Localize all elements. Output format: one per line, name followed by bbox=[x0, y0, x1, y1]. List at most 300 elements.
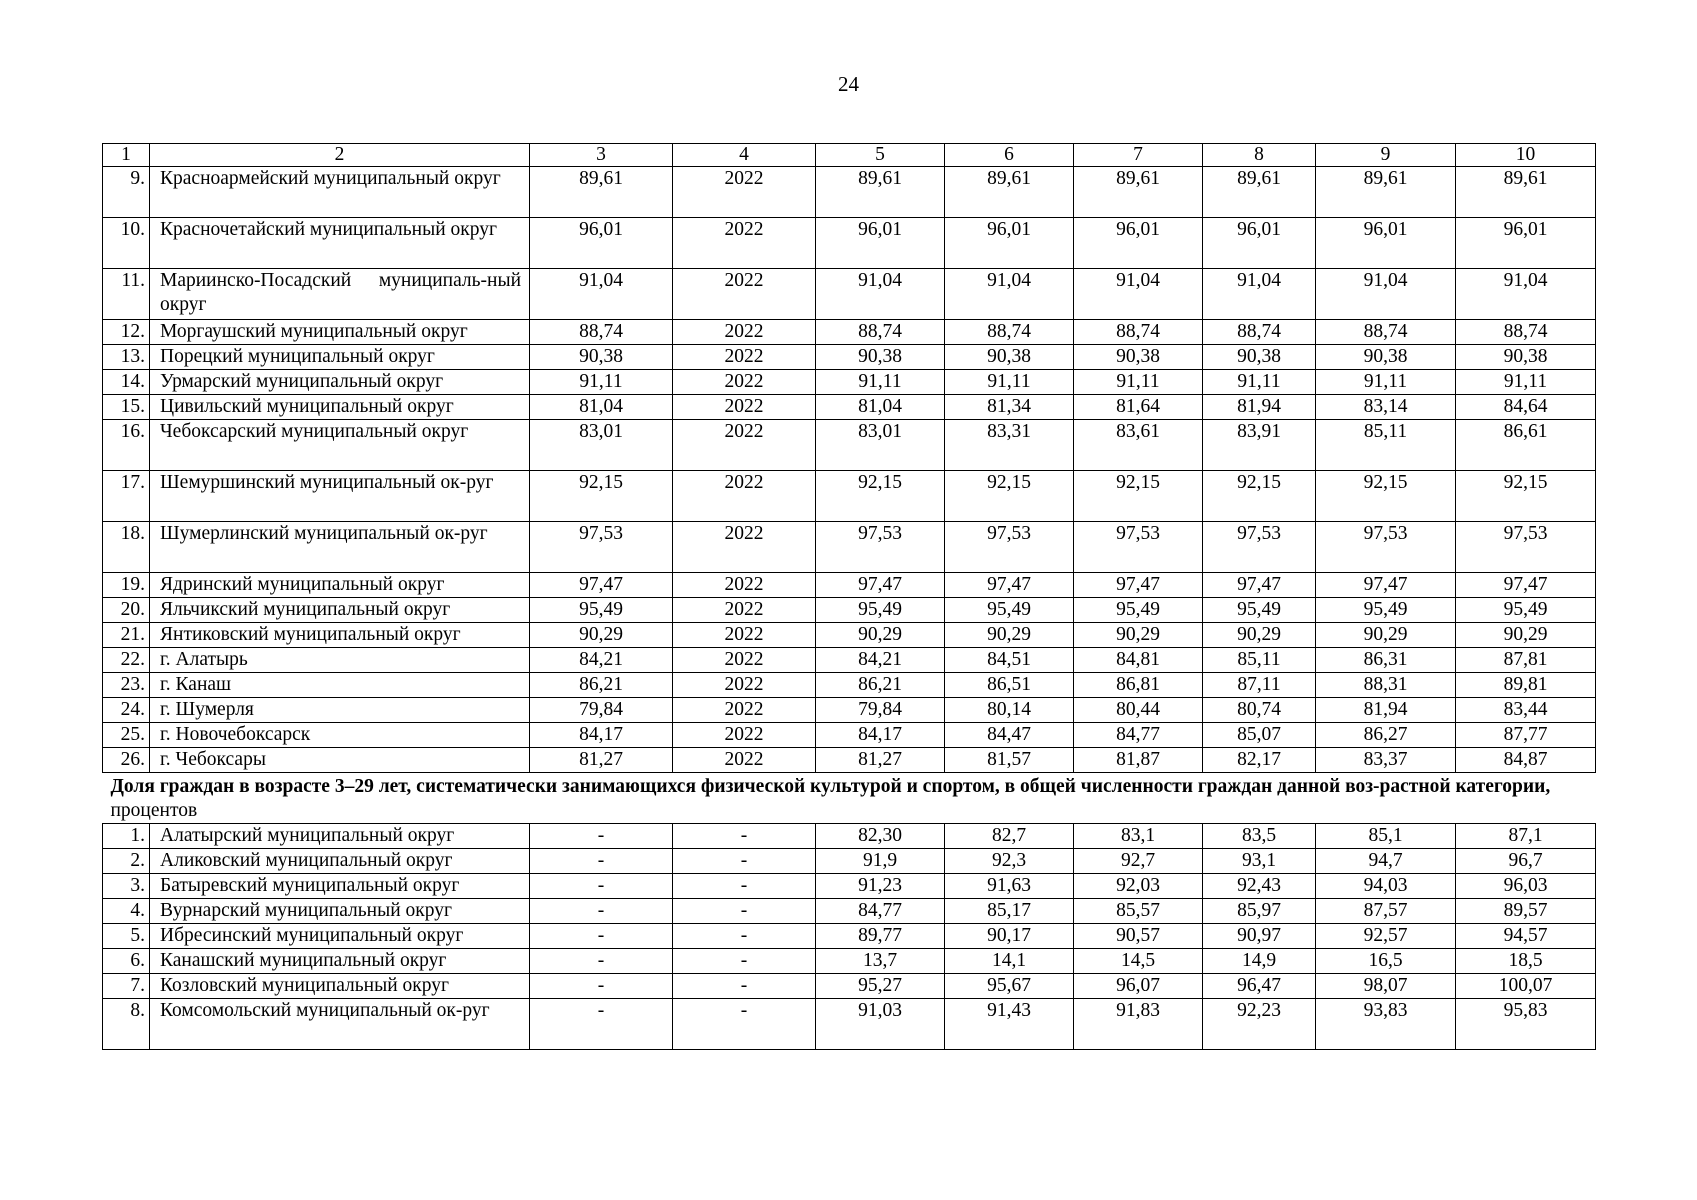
value-cell: 90,38 bbox=[1203, 345, 1316, 370]
row-number: 5. bbox=[103, 924, 150, 949]
row-number: 11. bbox=[103, 269, 150, 320]
value-cell: 2022 bbox=[673, 218, 816, 269]
table-row bbox=[103, 723, 1596, 748]
value-cell: 84,64 bbox=[1456, 395, 1596, 420]
value-cell: - bbox=[673, 824, 816, 849]
value-cell: 88,74 bbox=[1456, 320, 1596, 345]
value-cell: 84,77 bbox=[1074, 723, 1203, 748]
value-cell: - bbox=[530, 999, 673, 1050]
table-row bbox=[103, 218, 1596, 269]
value-cell: 93,1 bbox=[1203, 849, 1316, 874]
value-cell: 83,31 bbox=[945, 420, 1074, 471]
row-number: 22. bbox=[103, 648, 150, 673]
value-cell: 86,51 bbox=[945, 673, 1074, 698]
value-cell: 14,1 bbox=[945, 949, 1074, 974]
value-cell: 91,11 bbox=[945, 370, 1074, 395]
value-cell: 80,44 bbox=[1074, 698, 1203, 723]
value-cell: 92,15 bbox=[530, 471, 673, 522]
value-cell: 81,57 bbox=[945, 748, 1074, 773]
value-cell: 97,53 bbox=[945, 522, 1074, 573]
column-number-header: 8 bbox=[1203, 144, 1316, 167]
value-cell: 91,23 bbox=[816, 874, 945, 899]
value-cell: 2022 bbox=[673, 623, 816, 648]
value-cell: - bbox=[673, 999, 816, 1050]
value-cell: 86,31 bbox=[1316, 648, 1456, 673]
value-cell: 85,11 bbox=[1203, 648, 1316, 673]
table-row bbox=[103, 924, 1596, 949]
value-cell: 95,49 bbox=[1456, 598, 1596, 623]
value-cell: 90,29 bbox=[1316, 623, 1456, 648]
value-cell: 97,53 bbox=[816, 522, 945, 573]
value-cell: 89,61 bbox=[1203, 167, 1316, 218]
page-number: 24 bbox=[838, 72, 859, 96]
value-cell: 83,01 bbox=[816, 420, 945, 471]
value-cell: 14,5 bbox=[1074, 949, 1203, 974]
value-cell: 2022 bbox=[673, 167, 816, 218]
value-cell: 85,07 bbox=[1203, 723, 1316, 748]
value-cell: 83,14 bbox=[1316, 395, 1456, 420]
value-cell: 94,7 bbox=[1316, 849, 1456, 874]
value-cell: 92,15 bbox=[1316, 471, 1456, 522]
value-cell: 2022 bbox=[673, 573, 816, 598]
value-cell: 79,84 bbox=[816, 698, 945, 723]
municipality-name: Аликовский муниципальный округ bbox=[150, 849, 530, 874]
value-cell: 83,61 bbox=[1074, 420, 1203, 471]
value-cell: 89,61 bbox=[945, 167, 1074, 218]
municipality-name: Батыревский муниципальный округ bbox=[150, 874, 530, 899]
value-cell: 85,57 bbox=[1074, 899, 1203, 924]
value-cell: 90,57 bbox=[1074, 924, 1203, 949]
value-cell: 92,43 bbox=[1203, 874, 1316, 899]
value-cell: 2022 bbox=[673, 748, 816, 773]
municipality-name: Мариинско-Посадский муниципаль-ный округ bbox=[150, 269, 530, 320]
value-cell: 84,21 bbox=[816, 648, 945, 673]
row-number: 24. bbox=[103, 698, 150, 723]
value-cell: 91,04 bbox=[1316, 269, 1456, 320]
value-cell: 86,27 bbox=[1316, 723, 1456, 748]
value-cell: 95,83 bbox=[1456, 999, 1596, 1050]
value-cell: 96,01 bbox=[1456, 218, 1596, 269]
value-cell: 92,15 bbox=[816, 471, 945, 522]
table-row bbox=[103, 573, 1596, 598]
header-row bbox=[103, 144, 1596, 167]
table-row bbox=[103, 471, 1596, 522]
value-cell: 91,11 bbox=[1316, 370, 1456, 395]
row-number: 19. bbox=[103, 573, 150, 598]
table-row bbox=[103, 345, 1596, 370]
value-cell: 92,7 bbox=[1074, 849, 1203, 874]
value-cell: 83,01 bbox=[530, 420, 673, 471]
municipality-name: Красноармейский муниципальный округ bbox=[150, 167, 530, 218]
row-number: 8. bbox=[103, 999, 150, 1050]
column-number-header: 7 bbox=[1074, 144, 1203, 167]
value-cell: 90,29 bbox=[530, 623, 673, 648]
value-cell: 83,37 bbox=[1316, 748, 1456, 773]
value-cell: 84,47 bbox=[945, 723, 1074, 748]
value-cell: 90,29 bbox=[945, 623, 1074, 648]
value-cell: 91,83 bbox=[1074, 999, 1203, 1050]
value-cell: 95,27 bbox=[816, 974, 945, 999]
table-row bbox=[103, 874, 1596, 899]
value-cell: 80,14 bbox=[945, 698, 1074, 723]
value-cell: 87,81 bbox=[1456, 648, 1596, 673]
value-cell: 92,3 bbox=[945, 849, 1074, 874]
value-cell: 90,29 bbox=[1456, 623, 1596, 648]
table-row bbox=[103, 999, 1596, 1050]
value-cell: 90,17 bbox=[945, 924, 1074, 949]
value-cell: 2022 bbox=[673, 723, 816, 748]
value-cell: 91,11 bbox=[816, 370, 945, 395]
section-title: Доля граждан в возрасте 3–29 лет, систематически занимающихся физической культурой и спортом, в общей численности граждан данной воз-растной категории, bbox=[110, 776, 1551, 797]
column-number-header: 4 bbox=[673, 144, 816, 167]
municipality-name: Моргаушский муниципальный округ bbox=[150, 320, 530, 345]
value-cell: 87,77 bbox=[1456, 723, 1596, 748]
value-cell: 95,49 bbox=[1203, 598, 1316, 623]
value-cell: 84,81 bbox=[1074, 648, 1203, 673]
value-cell: 18,5 bbox=[1456, 949, 1596, 974]
value-cell: 97,47 bbox=[1074, 573, 1203, 598]
value-cell: 84,77 bbox=[816, 899, 945, 924]
value-cell: 89,61 bbox=[1456, 167, 1596, 218]
value-cell: - bbox=[673, 974, 816, 999]
value-cell: 86,21 bbox=[530, 673, 673, 698]
value-cell: 84,51 bbox=[945, 648, 1074, 673]
value-cell: 88,74 bbox=[1074, 320, 1203, 345]
table-row bbox=[103, 370, 1596, 395]
value-cell: 86,21 bbox=[816, 673, 945, 698]
value-cell: 95,49 bbox=[945, 598, 1074, 623]
row-number: 17. bbox=[103, 471, 150, 522]
table-row bbox=[103, 824, 1596, 849]
value-cell: 88,31 bbox=[1316, 673, 1456, 698]
value-cell: 89,61 bbox=[816, 167, 945, 218]
municipality-name: Урмарский муниципальный округ bbox=[150, 370, 530, 395]
value-cell: 89,81 bbox=[1456, 673, 1596, 698]
value-cell: 81,94 bbox=[1316, 698, 1456, 723]
value-cell: 2022 bbox=[673, 648, 816, 673]
value-cell: 89,61 bbox=[1074, 167, 1203, 218]
value-cell: 96,01 bbox=[530, 218, 673, 269]
value-cell: 91,11 bbox=[1456, 370, 1596, 395]
value-cell: 97,47 bbox=[945, 573, 1074, 598]
value-cell: 96,7 bbox=[1456, 849, 1596, 874]
municipality-name: Красночетайский муниципальный округ bbox=[150, 218, 530, 269]
value-cell: 95,67 bbox=[945, 974, 1074, 999]
municipality-name: Шемуршинский муниципальный ок-руг bbox=[150, 471, 530, 522]
value-cell: 81,64 bbox=[1074, 395, 1203, 420]
value-cell: 96,01 bbox=[816, 218, 945, 269]
municipality-name: Чебоксарский муниципальный округ bbox=[150, 420, 530, 471]
row-number: 7. bbox=[103, 974, 150, 999]
value-cell: 90,38 bbox=[1316, 345, 1456, 370]
value-cell: 79,84 bbox=[530, 698, 673, 723]
value-cell: 2022 bbox=[673, 345, 816, 370]
value-cell: 97,53 bbox=[1316, 522, 1456, 573]
table-row bbox=[103, 698, 1596, 723]
value-cell: 83,1 bbox=[1074, 824, 1203, 849]
row-number: 26. bbox=[103, 748, 150, 773]
value-cell: - bbox=[673, 874, 816, 899]
value-cell: 94,03 bbox=[1316, 874, 1456, 899]
value-cell: 91,11 bbox=[1074, 370, 1203, 395]
value-cell: 98,07 bbox=[1316, 974, 1456, 999]
value-cell: - bbox=[530, 849, 673, 874]
value-cell: - bbox=[673, 924, 816, 949]
table-row bbox=[103, 748, 1596, 773]
value-cell: 97,47 bbox=[1316, 573, 1456, 598]
row-number: 13. bbox=[103, 345, 150, 370]
value-cell: 84,87 bbox=[1456, 748, 1596, 773]
value-cell: 90,29 bbox=[1074, 623, 1203, 648]
value-cell: 96,03 bbox=[1456, 874, 1596, 899]
municipality-name: г. Шумерля bbox=[150, 698, 530, 723]
municipality-name: г. Чебоксары bbox=[150, 748, 530, 773]
table-row bbox=[103, 269, 1596, 320]
value-cell: 2022 bbox=[673, 420, 816, 471]
value-cell: 96,01 bbox=[1316, 218, 1456, 269]
row-number: 12. bbox=[103, 320, 150, 345]
value-cell: 81,04 bbox=[530, 395, 673, 420]
municipality-name: Комсомольский муниципальный ок-руг bbox=[150, 999, 530, 1050]
value-cell: 13,7 bbox=[816, 949, 945, 974]
value-cell: 94,57 bbox=[1456, 924, 1596, 949]
value-cell: 2022 bbox=[673, 395, 816, 420]
value-cell: 90,38 bbox=[530, 345, 673, 370]
value-cell: 88,74 bbox=[1316, 320, 1456, 345]
value-cell: 88,74 bbox=[1203, 320, 1316, 345]
value-cell: 81,04 bbox=[816, 395, 945, 420]
value-cell: 89,77 bbox=[816, 924, 945, 949]
municipality-name: г. Алатырь bbox=[150, 648, 530, 673]
row-number: 20. bbox=[103, 598, 150, 623]
value-cell: 96,47 bbox=[1203, 974, 1316, 999]
value-cell: 82,7 bbox=[945, 824, 1074, 849]
municipality-name: Вурнарский муниципальный округ bbox=[150, 899, 530, 924]
value-cell: 90,38 bbox=[1074, 345, 1203, 370]
value-cell: 89,61 bbox=[1316, 167, 1456, 218]
table-row bbox=[103, 395, 1596, 420]
value-cell: 90,38 bbox=[816, 345, 945, 370]
value-cell: - bbox=[530, 824, 673, 849]
value-cell: 2022 bbox=[673, 269, 816, 320]
value-cell: 92,15 bbox=[1074, 471, 1203, 522]
value-cell: 91,04 bbox=[1456, 269, 1596, 320]
value-cell: 92,15 bbox=[1203, 471, 1316, 522]
value-cell: 86,61 bbox=[1456, 420, 1596, 471]
column-number-header: 2 bbox=[150, 144, 530, 167]
table-row bbox=[103, 899, 1596, 924]
value-cell: 84,17 bbox=[816, 723, 945, 748]
value-cell: - bbox=[673, 949, 816, 974]
column-number-header: 1 bbox=[103, 144, 150, 167]
value-cell: 88,74 bbox=[530, 320, 673, 345]
value-cell: 91,11 bbox=[1203, 370, 1316, 395]
value-cell: 83,91 bbox=[1203, 420, 1316, 471]
section-heading-row bbox=[103, 773, 1596, 824]
value-cell: 97,47 bbox=[530, 573, 673, 598]
value-cell: 82,30 bbox=[816, 824, 945, 849]
value-cell: 81,87 bbox=[1074, 748, 1203, 773]
value-cell: 87,57 bbox=[1316, 899, 1456, 924]
municipality-name: г. Новочебоксарск bbox=[150, 723, 530, 748]
value-cell: 96,07 bbox=[1074, 974, 1203, 999]
value-cell: 2022 bbox=[673, 598, 816, 623]
value-cell: 82,17 bbox=[1203, 748, 1316, 773]
value-cell: 97,47 bbox=[1456, 573, 1596, 598]
row-number: 4. bbox=[103, 899, 150, 924]
municipality-name: Канашский муниципальный округ bbox=[150, 949, 530, 974]
value-cell: 88,74 bbox=[816, 320, 945, 345]
row-number: 16. bbox=[103, 420, 150, 471]
value-cell: - bbox=[530, 974, 673, 999]
value-cell: 2022 bbox=[673, 471, 816, 522]
value-cell: 2022 bbox=[673, 320, 816, 345]
column-number-header: 5 bbox=[816, 144, 945, 167]
value-cell: - bbox=[673, 849, 816, 874]
value-cell: 92,57 bbox=[1316, 924, 1456, 949]
row-number: 9. bbox=[103, 167, 150, 218]
value-cell: 81,27 bbox=[530, 748, 673, 773]
value-cell: 87,1 bbox=[1456, 824, 1596, 849]
value-cell: 95,49 bbox=[1316, 598, 1456, 623]
value-cell: 88,74 bbox=[945, 320, 1074, 345]
value-cell: 96,01 bbox=[945, 218, 1074, 269]
value-cell: 92,03 bbox=[1074, 874, 1203, 899]
value-cell: 100,07 bbox=[1456, 974, 1596, 999]
table-row bbox=[103, 598, 1596, 623]
value-cell: 91,11 bbox=[530, 370, 673, 395]
value-cell: 86,81 bbox=[1074, 673, 1203, 698]
table-row bbox=[103, 974, 1596, 999]
table-body bbox=[103, 144, 1596, 1050]
value-cell: 81,34 bbox=[945, 395, 1074, 420]
value-cell: 97,53 bbox=[1456, 522, 1596, 573]
municipality-name: Шумерлинский муниципальный ок-руг bbox=[150, 522, 530, 573]
row-number: 14. bbox=[103, 370, 150, 395]
value-cell: 91,04 bbox=[1203, 269, 1316, 320]
value-cell: 16,5 bbox=[1316, 949, 1456, 974]
value-cell: 90,97 bbox=[1203, 924, 1316, 949]
section-heading bbox=[103, 773, 1596, 824]
value-cell: 91,43 bbox=[945, 999, 1074, 1050]
value-cell: 93,83 bbox=[1316, 999, 1456, 1050]
value-cell: 90,29 bbox=[1203, 623, 1316, 648]
value-cell: 95,49 bbox=[530, 598, 673, 623]
value-cell: 91,04 bbox=[530, 269, 673, 320]
value-cell: 97,53 bbox=[1074, 522, 1203, 573]
row-number: 10. bbox=[103, 218, 150, 269]
value-cell: 81,94 bbox=[1203, 395, 1316, 420]
value-cell: 2022 bbox=[673, 370, 816, 395]
value-cell: 84,21 bbox=[530, 648, 673, 673]
municipality-name: Ядринский муниципальный округ bbox=[150, 573, 530, 598]
row-number: 6. bbox=[103, 949, 150, 974]
value-cell: 97,47 bbox=[1203, 573, 1316, 598]
value-cell: 2022 bbox=[673, 673, 816, 698]
row-number: 25. bbox=[103, 723, 150, 748]
value-cell: 85,17 bbox=[945, 899, 1074, 924]
column-number-header: 10 bbox=[1456, 144, 1596, 167]
table-row bbox=[103, 673, 1596, 698]
value-cell: 81,27 bbox=[816, 748, 945, 773]
value-cell: 89,61 bbox=[530, 167, 673, 218]
value-cell: - bbox=[530, 899, 673, 924]
column-number-header: 6 bbox=[945, 144, 1074, 167]
value-cell: 91,63 bbox=[945, 874, 1074, 899]
column-number-header: 3 bbox=[530, 144, 673, 167]
value-cell: 91,03 bbox=[816, 999, 945, 1050]
municipality-name: Янтиковский муниципальный округ bbox=[150, 623, 530, 648]
value-cell: 90,29 bbox=[816, 623, 945, 648]
value-cell: 95,49 bbox=[1074, 598, 1203, 623]
value-cell: 97,53 bbox=[1203, 522, 1316, 573]
value-cell: 83,44 bbox=[1456, 698, 1596, 723]
row-number: 21. bbox=[103, 623, 150, 648]
value-cell: 97,47 bbox=[816, 573, 945, 598]
value-cell: 2022 bbox=[673, 698, 816, 723]
row-number: 15. bbox=[103, 395, 150, 420]
value-cell: 85,97 bbox=[1203, 899, 1316, 924]
value-cell: 95,49 bbox=[816, 598, 945, 623]
value-cell: 92,15 bbox=[945, 471, 1074, 522]
table-row bbox=[103, 320, 1596, 345]
value-cell: 92,15 bbox=[1456, 471, 1596, 522]
value-cell: - bbox=[673, 899, 816, 924]
value-cell: 14,9 bbox=[1203, 949, 1316, 974]
value-cell: 90,38 bbox=[945, 345, 1074, 370]
row-number: 23. bbox=[103, 673, 150, 698]
row-number: 2. bbox=[103, 849, 150, 874]
table-row bbox=[103, 623, 1596, 648]
value-cell: 91,9 bbox=[816, 849, 945, 874]
column-number-header: 9 bbox=[1316, 144, 1456, 167]
municipality-name: Порецкий муниципальный округ bbox=[150, 345, 530, 370]
value-cell: 80,74 bbox=[1203, 698, 1316, 723]
municipality-name: г. Канаш bbox=[150, 673, 530, 698]
table-row bbox=[103, 522, 1596, 573]
value-cell: - bbox=[530, 924, 673, 949]
table-row bbox=[103, 420, 1596, 471]
value-cell: 89,57 bbox=[1456, 899, 1596, 924]
municipality-name: Яльчикский муниципальный округ bbox=[150, 598, 530, 623]
table-row bbox=[103, 648, 1596, 673]
value-cell: 97,53 bbox=[530, 522, 673, 573]
value-cell: 90,38 bbox=[1456, 345, 1596, 370]
municipality-name: Цивильский муниципальный округ bbox=[150, 395, 530, 420]
value-cell: 91,04 bbox=[945, 269, 1074, 320]
municipality-name: Ибресинский муниципальный округ bbox=[150, 924, 530, 949]
value-cell: - bbox=[530, 949, 673, 974]
section-unit: процентов bbox=[110, 800, 198, 821]
value-cell: 92,23 bbox=[1203, 999, 1316, 1050]
value-cell: 85,11 bbox=[1316, 420, 1456, 471]
value-cell: 91,04 bbox=[1074, 269, 1203, 320]
table-row bbox=[103, 167, 1596, 218]
municipality-name: Алатырский муниципальный округ bbox=[150, 824, 530, 849]
value-cell: 2022 bbox=[673, 522, 816, 573]
indicator-table bbox=[102, 143, 1596, 1050]
value-cell: 91,04 bbox=[816, 269, 945, 320]
table-row bbox=[103, 849, 1596, 874]
value-cell: 84,17 bbox=[530, 723, 673, 748]
value-cell: 85,1 bbox=[1316, 824, 1456, 849]
table-row bbox=[103, 949, 1596, 974]
value-cell: 96,01 bbox=[1203, 218, 1316, 269]
row-number: 1. bbox=[103, 824, 150, 849]
value-cell: 96,01 bbox=[1074, 218, 1203, 269]
row-number: 3. bbox=[103, 874, 150, 899]
municipality-name: Козловский муниципальный округ bbox=[150, 974, 530, 999]
